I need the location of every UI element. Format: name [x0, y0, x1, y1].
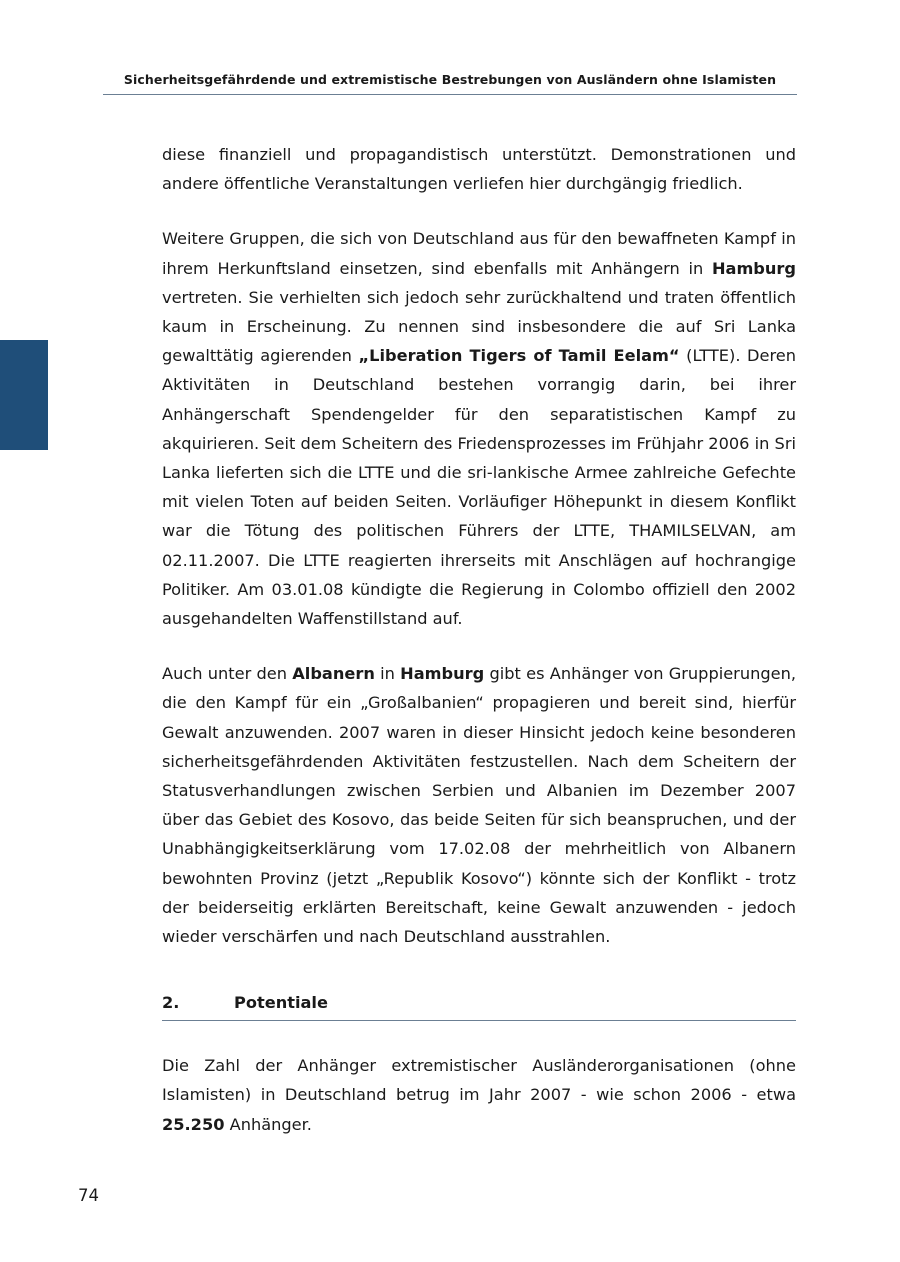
- section-number: 2.: [162, 993, 180, 1013]
- page-content: [162, 140, 796, 1139]
- paragraph-2-part-a: Weitere Gruppen, die sich von Deutschland aus für den bewaffneten Kampf in ihrem Herkunftsland einsetzen, sind ebenfalls mit Anhängern in: [162, 229, 796, 278]
- paragraph-1: [162, 140, 796, 198]
- paragraph-2-part-d: (LTTE). Deren Aktivitäten in Deutschland bestehen vorrangig darin, bei ihrer Anhängerschaft Spendengelder für den separatistischen Kampf zu akquirieren. Seit dem Scheitern des Friedensprozesses im Frühjahr 2006 in Sri Lanka lieferten sich die LTTE und die sri-lankische Armee zahlreiche Gefechte mit vielen Toten auf beiden Seiten. Vorläufiger Höhepunkt in diesem Konflikt war die Tötung des politischen Führers der LTTE, THAMILSELVAN, am 02.11.2007. Die LTTE reagierten ihrerseits mit Anschlägen auf hochrangige Politiker. Am 03.01.08 kündigte die Regierung in Colombo offiziell den 2002 ausgehandelten Waffenstillstand auf.: [162, 346, 797, 629]
- emphasis-hamburg-1: Hamburg: [711, 258, 796, 278]
- emphasis-albaner: Albanern: [292, 664, 375, 684]
- paragraph-3-part-c: in: [374, 664, 401, 684]
- chapter-tab-marker: [0, 340, 48, 450]
- paragraph-3: [162, 659, 796, 951]
- paragraph-3-part-a: Auch unter den: [162, 664, 293, 684]
- paragraph-4-part-c: Anhänger.: [224, 1114, 312, 1134]
- header-divider: [103, 94, 797, 95]
- emphasis-count: 25.250: [162, 1114, 225, 1134]
- running-header-text: Sicherheitsgefährdende und extremistische Bestrebungen von Ausländern ohne Islamisten: [123, 72, 777, 87]
- emphasis-hamburg-2: Hamburg: [400, 664, 485, 684]
- emphasis-ltte-name: „Liberation Tigers of Tamil Eelam“: [358, 346, 680, 366]
- paragraph-2-part-c: vertreten. Sie verhielten sich jedoch sehr zurückhaltend und traten öffentlich kaum in Erscheinung. Zu nennen sind insbesondere die auf Sri Lanka gewalttätig agierenden: [162, 287, 796, 366]
- paragraph-4: [162, 1051, 796, 1139]
- section-heading-row: [162, 993, 796, 1012]
- page-number: 74: [78, 1186, 99, 1205]
- paragraph-3-part-d: gibt es Anhänger von Gruppierungen, die den Kampf für ein „Großalbanien“ propagieren und bereit sind, hierfür Gewalt anzuwenden. 2007 waren in dieser Hinsicht jedoch keine besonderen sicherheitsgefährdenden Aktivitäten festzustellen. Nach dem Scheitern der Statusverhandlungen zwischen Serbien und Albanien im Dezember 2007 über das Gebiet des Kosovo, das beide Seiten für sich beanspruchen, und der Unabhängigkeitserklärung vom 17.02.08 der mehrheitlich von Albanern bewohnten Provinz (jetzt „Republik Kosovo“) könnte sich der Konflikt - trotz der beiderseitig erklärten Bereitschaft, keine Gewalt anzuwenden - jedoch wieder verschärfen und nach Deutschland ausstrahlen.: [162, 664, 796, 947]
- section-divider: [162, 1020, 796, 1021]
- section-heading: [162, 993, 796, 1021]
- paragraph-2: [162, 224, 796, 633]
- paragraph-1-text: diese finanziell und propagandistisch unterstützt. Demonstrationen und andere öffentliche Veranstaltungen verliefen hier durchgängig friedlich.: [162, 145, 796, 194]
- paragraph-4-part-a: Die Zahl der Anhänger extremistischer Ausländerorganisationen (ohne Islamisten) in Deutschland betrug im Jahr 2007 - wie schon 2006 - etwa: [162, 1056, 796, 1105]
- running-header: [103, 72, 797, 95]
- section-title: Potentiale: [234, 993, 328, 1013]
